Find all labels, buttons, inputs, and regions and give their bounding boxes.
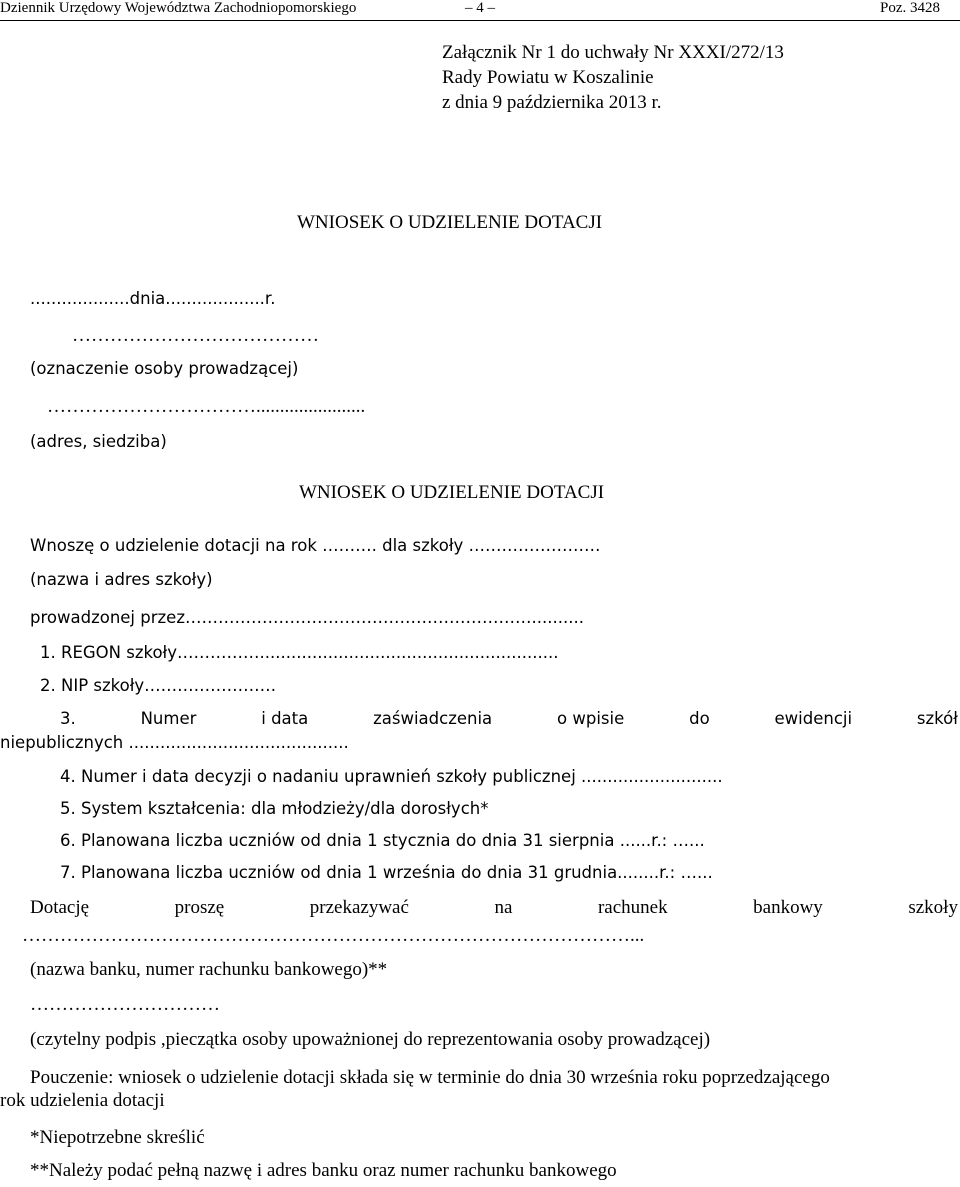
item-students-jan-aug: 6. Planowana liczba uczniów od dnia 1 stycznia do dnia 31 sierpnia ......r.: …... (60, 831, 705, 850)
journal-title: Dziennik Urzędowy Województwa Zachodniopomorskiego (0, 0, 357, 16)
item3-word: do (689, 709, 710, 728)
signature-label: (czytelny podpis ,pieczątka osoby upoważnionej do reprezentowania osoby prowadzącej) (30, 1029, 711, 1050)
annex-line-1: Załącznik Nr 1 do uchwały Nr XXXI/272/13 (442, 42, 784, 63)
bank-word: bankowy (753, 897, 823, 918)
header-divider (0, 20, 960, 21)
notice-line-1: Pouczenie: wniosek o udzielenie dotacji składa się w terminie do dnia 30 września roku poprzedzającego (30, 1067, 830, 1088)
run-by-line: prowadzonej przez……………………………………………………….......... (30, 608, 584, 627)
operator-label: (oznaczenie osoby prowadzącej) (30, 359, 299, 378)
page-number: – 4 – (465, 0, 495, 16)
bank-word: przekazywać (309, 897, 409, 918)
request-line: Wnoszę o udzielenie dotacji na rok ………. dla szkoły …………………… (30, 536, 601, 555)
bank-word: rachunek (597, 897, 668, 918)
annex-line-3: z dnia 9 października 2013 r. (442, 92, 662, 113)
annex-line-2: Rady Powiatu w Koszalinie (442, 67, 654, 88)
item3-word: i data (261, 709, 309, 728)
signature-dots: ………………………… (30, 994, 220, 1015)
title-middle: WNIOSEK O UDZIELENIE DOTACJI (299, 482, 605, 503)
title-top: WNIOSEK O UDZIELENIE DOTACJI (297, 212, 603, 233)
bank-word: na (494, 897, 513, 918)
page-header (0, 0, 960, 22)
bank-word: Dotację (30, 897, 90, 918)
item-system: 5. System kształcenia: dla młodzieży/dla dorosłych* (60, 799, 489, 818)
item-students-sep-dec: 7. Planowana liczba uczniów od dnia 1 września do dnia 31 grudnia........r.: …... (60, 863, 713, 882)
bank-line (30, 897, 958, 919)
item3-word: o wpisie (557, 709, 625, 728)
item-certificate (60, 709, 958, 728)
item3-word: Numer (140, 709, 197, 728)
date-line: ...................dnia...................r. (30, 289, 276, 308)
bank-label: (nazwa banku, numer rachunku bankowego)** (30, 959, 388, 980)
notice-line-2: rok udzielenia dotacji (0, 1090, 165, 1111)
item-nip: 2. NIP szkoły…………………… (40, 676, 277, 695)
item3-word: 3. (60, 709, 76, 728)
item3-word: szkół (916, 709, 958, 728)
address-label: (adres, siedziba) (30, 432, 167, 451)
item-regon: 1. REGON szkoły……………......................................................... (40, 643, 559, 662)
item-decision: 4. Numer i data decyzji o nadaniu uprawnień szkoły publicznej ........................... (60, 767, 723, 786)
bank-word: proszę (174, 897, 225, 918)
item3-word: zaświadczenia (373, 709, 493, 728)
footnote-one: *Niepotrzebne skreślić (30, 1127, 205, 1148)
bank-word: szkoły (908, 897, 958, 918)
item3-word: ewidencji (774, 709, 853, 728)
address-dots: ……………………………....................... (47, 396, 366, 417)
footnote-two: **Należy podać pełną nazwę i adres banku oraz numer rachunku bankowego (30, 1160, 617, 1181)
operator-dots: ………………………………… (72, 325, 319, 346)
school-label: (nazwa i adres szkoły) (30, 570, 213, 589)
bank-dots: ……………………………………………………………………………………... (22, 925, 645, 946)
item-certificate-cont: niepublicznych .......................................... (0, 733, 349, 752)
position-number: Poz. 3428 (880, 0, 940, 16)
